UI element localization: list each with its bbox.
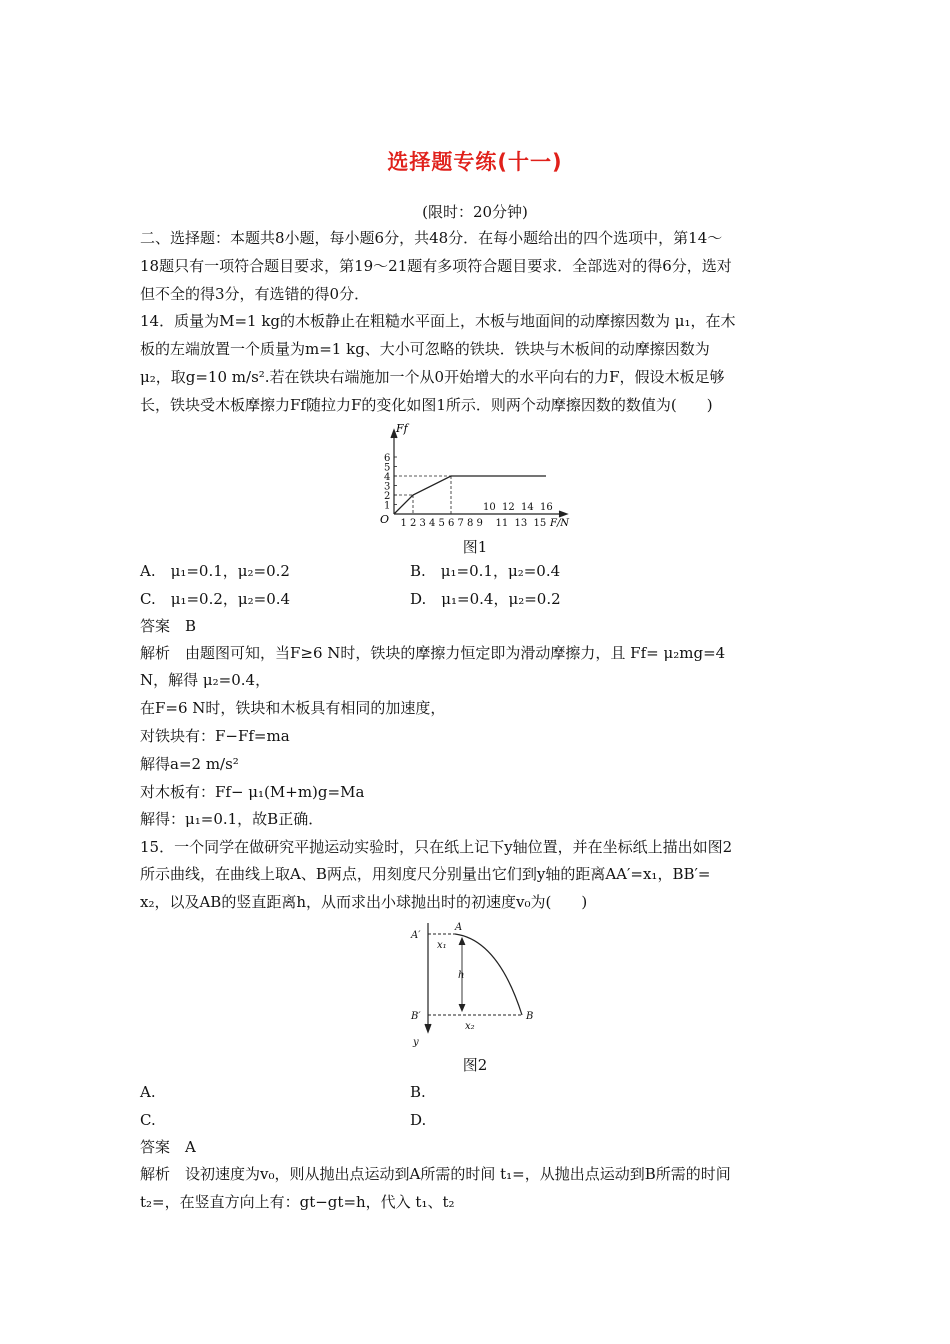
q15-stem: 所示曲线，在曲线上取A、B两点，用刻度尺分别量出它们到y轴的距离AA′=x₁，BB′= — [140, 865, 711, 883]
x-tick-label: 6 — [448, 518, 455, 529]
q15-option-c: C. — [140, 1111, 156, 1129]
q14-analysis: 解析 由题图可知，当F≥6 N时，铁块的摩擦力恒定即为滑动摩擦力，且 Ff= μ₂mg=4 — [140, 644, 726, 662]
q14-analysis: 对木板有：Ff− μ₁(M+m)g=Ma — [140, 783, 365, 801]
q14-option-c: C. μ₁=0.2，μ₂=0.4 — [140, 590, 291, 608]
trajectory-curve — [455, 934, 522, 1015]
x-tick-label: 14 — [521, 502, 534, 513]
x-tick-label: 8 — [467, 518, 474, 529]
x-tick-label: 2 — [410, 518, 417, 529]
y-tick-label: 1 — [384, 500, 391, 512]
x-tick-label: 15 — [533, 518, 547, 529]
q14-stem: 14．质量为M=1 kg的木板静止在粗糙水平面上，木板与地面间的动摩擦因数为 μ₁，在木 — [140, 312, 736, 330]
y-tick-label: 6 — [384, 453, 391, 464]
q15-stem: x₂，以及AB的竖直距离h，从而求出小球抛出时的初速度v₀为( ) — [140, 893, 588, 911]
y-tick-label: 4 — [384, 472, 391, 483]
q14-analysis: 解得a=2 m/s² — [140, 755, 239, 773]
x-axis-arrow — [559, 511, 567, 517]
label-h: h — [458, 970, 465, 981]
x-tick-label: 3 — [419, 518, 426, 529]
q15-answer: 答案 A — [140, 1138, 196, 1156]
time-limit: (限时：20分钟) — [422, 203, 528, 221]
q15-analysis: t₂=，在竖直方向上有：gt−gt=h，代入 t₁、t₂ — [140, 1193, 455, 1211]
q14-stem: μ₂，取g=10 m/s².若在铁块右端施加一个从0开始增大的水平向右的力F，假设木板足够 — [140, 368, 725, 386]
q15-option-b: B. — [410, 1083, 426, 1101]
x-tick-label: 11 — [495, 518, 509, 529]
y-tick-label: 3 — [384, 481, 391, 493]
intro-line: 18题只有一项符合题目要求，第19～21题有多项符合题目要求．全部选对的得6分，选对 — [140, 257, 732, 275]
x-tick-label: 7 — [457, 518, 464, 529]
x-tick-label: 1 — [400, 518, 407, 529]
q14-stem: 长，铁块受木板摩擦力Ff随拉力F的变化如图1所示．则两个动摩擦因数的数值为( ) — [140, 396, 713, 414]
q15-option-d: D. — [410, 1111, 427, 1129]
intro-line: 二、选择题：本题共8小题，每小题6分，共48分．在每小题给出的四个选项中，第14～ — [140, 229, 723, 247]
q14-option-d: D. μ₁=0.4，μ₂=0.2 — [410, 590, 561, 608]
x-tick-label: 10 — [483, 502, 496, 513]
x-tick-label: 9 — [476, 518, 483, 529]
q14-answer: 答案 B — [140, 617, 197, 635]
figure-2-caption: 图2 — [462, 1056, 488, 1074]
x-tick-label: 4 — [429, 518, 436, 529]
page-title: 选择题专练(十一) — [387, 150, 563, 174]
q14-analysis: 解得：μ₁=0.1，故B正确． — [140, 810, 324, 828]
x-tick-label: 16 — [540, 502, 553, 513]
y-tick-label: 2 — [384, 491, 391, 502]
label-b-prime: B′ — [411, 1011, 421, 1022]
figure-2-diagram — [405, 918, 555, 1048]
figure-1-chart — [360, 420, 590, 530]
q15-analysis: 解析 设初速度为v₀，则从抛出点运动到A所需的时间 t₁=，从抛出点运动到B所需的时间 — [140, 1165, 731, 1183]
x-tick-label: 12 — [502, 502, 515, 513]
x-tick-label: 5 — [438, 518, 445, 529]
label-a: A — [455, 922, 463, 933]
y-tick-label: 5 — [384, 462, 391, 474]
figure-1-caption: 图1 — [462, 538, 488, 556]
label-x2: x₂ — [465, 1021, 475, 1032]
q14-option-b: B. μ₁=0.1，μ₂=0.4 — [410, 562, 561, 580]
y-axis-label: Ff — [396, 422, 408, 435]
label-a-prime: A′ — [411, 930, 421, 941]
x-tick-label: 13 — [514, 518, 528, 529]
origin-label: O — [380, 513, 390, 526]
q15-option-a: A. — [140, 1083, 156, 1101]
q14-analysis: 在F=6 N时，铁块和木板具有相同的加速度， — [140, 699, 446, 717]
y-axis-arrow — [425, 1024, 431, 1032]
q15-stem: 15．一个同学在做研究平抛运动实验时，只在纸上记下y轴位置，并在坐标纸上描出如图2 — [140, 838, 733, 856]
q14-stem: 板的左端放置一个质量为m=1 kg、大小可忽略的铁块．铁块与木板间的动摩擦因数为 — [140, 340, 710, 358]
q14-analysis: N，解得 μ₂=0.4， — [140, 671, 271, 689]
label-y: y — [413, 1037, 419, 1048]
q14-analysis: 对铁块有：F−Ff=ma — [140, 727, 290, 745]
intro-line: 但不全的得3分，有选错的得0分． — [140, 285, 370, 303]
q14-option-a: A. μ₁=0.1，μ₂=0.2 — [140, 562, 290, 580]
label-x1: x₁ — [437, 940, 447, 951]
label-b: B — [526, 1011, 534, 1022]
x-axis-label: F/N — [550, 518, 570, 529]
